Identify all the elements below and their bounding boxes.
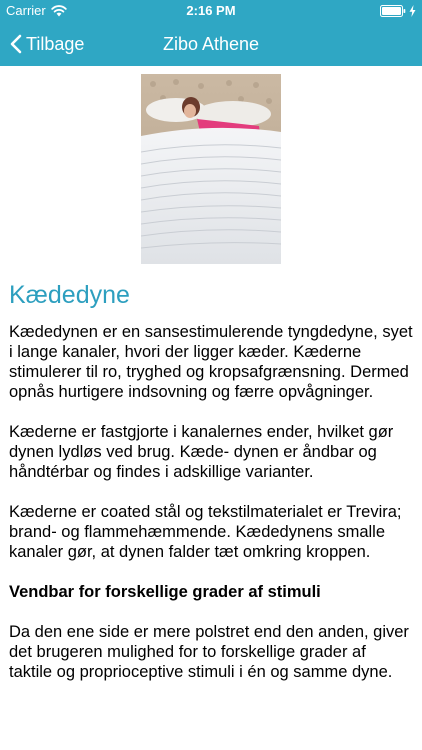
content-scroll-area[interactable] (0, 66, 422, 750)
section-subheading: Vendbar for forskellige grader af stimuli (9, 583, 321, 601)
paragraph: Kæderne er coated stål og tekstilmaterialet er Trevira; brand- og flammehæmmende. Kædedynens smalle kanaler gør, at dynen falder tæt omkring kroppen. (9, 503, 402, 561)
back-button-label: Tilbage (26, 33, 85, 54)
charging-bolt-icon (409, 5, 416, 17)
status-time: 2:16 PM (186, 3, 236, 18)
status-bar (0, 0, 422, 22)
carrier-label: Carrier (6, 3, 46, 18)
paragraph: Da den ene side er mere polstret end den anden, giver det brugeren mulighed for to forskellige grader af taktile og proprioceptive stimuli i én og samme dyne. (9, 623, 409, 681)
battery-icon (380, 5, 406, 17)
top-bar (0, 0, 422, 66)
page-title: Kædedyne (9, 281, 130, 309)
product-image (141, 74, 281, 264)
paragraph: Kædedynen er en sansestimulerende tyngdedyne, syet i lange kanaler, hvori der ligger kæder. Kæderne stimulerer til ro, tryghed og kropsafgrænsning. Dermed opnås hurtigere indsovning og færre opvågninger. (9, 323, 413, 401)
nav-title: Zibo Athene (162, 34, 260, 54)
battery-indicator (380, 5, 416, 17)
article (9, 280, 413, 702)
navigation-bar (0, 22, 422, 66)
paragraph: Kæderne er fastgjorte i kanalernes ender, hvilket gør dynen lydløs ved brug. Kæde- dynen er åndbar og håndtérbar og findes i adskillige varianter. (9, 423, 394, 481)
